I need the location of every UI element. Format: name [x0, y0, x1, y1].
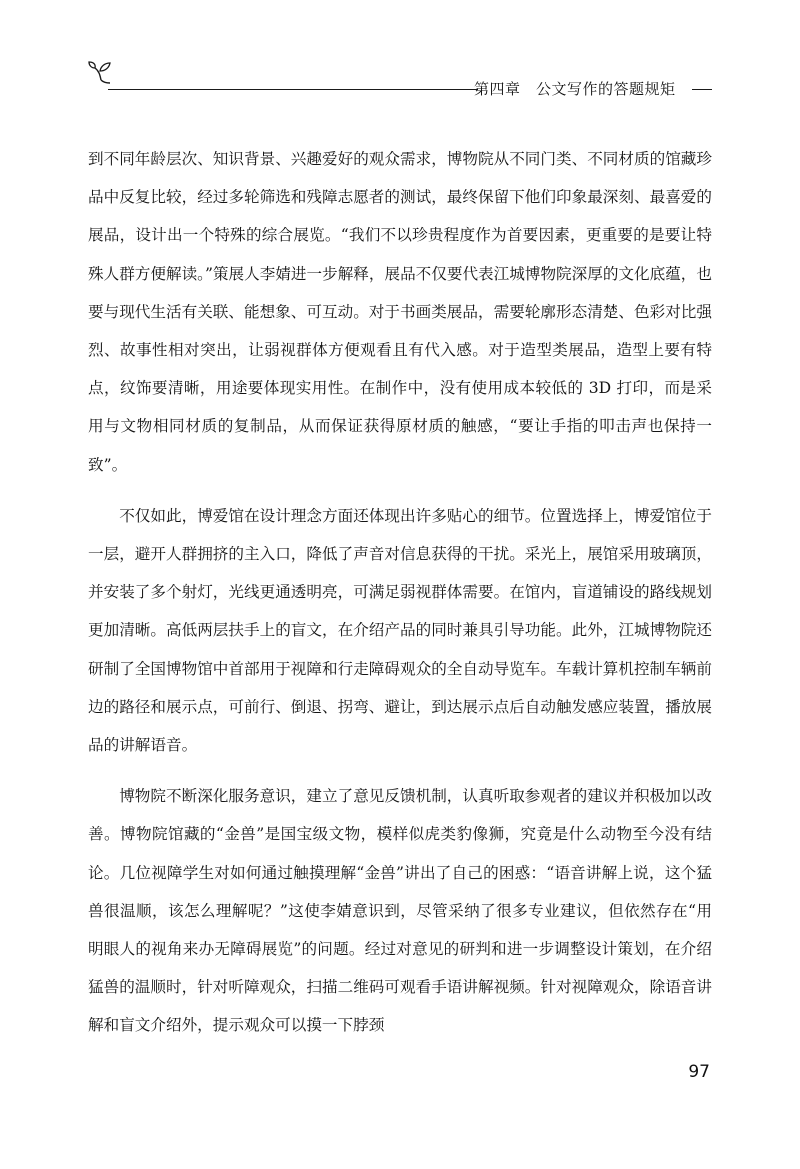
leaf-sprout-icon [88, 60, 116, 84]
header-rule-left [108, 89, 478, 90]
body-text [88, 140, 712, 1058]
paragraph-3: 博物院不断深化服务意识，建立了意见反馈机制，认真听取参观者的建议并积极加以改善。博物院馆藏的“金兽”是国宝级文物，模样似虎类豹像狮，究竟是什么动物至今没有结论。几位视障学生对如何通过触摸理解“金兽”讲出了自己的困惑：“语音讲解上说，这个猛兽很温顺，该怎么理解呢？”这使李婧意识到，尽管采纳了很多专业建议，但依然存在“用明眼人的视角来办无障碍展览”的问题。经过对意见的研判和进一步调整设计策划，在介绍猛兽的温顺时，针对听障观众，扫描二维码可观看手语讲解视频。针对视障观众，除语音讲解和盲文介绍外，提示观众可以摸一下脖颈 [88, 787, 712, 1035]
running-header [88, 58, 712, 98]
header-rule-right [692, 89, 712, 90]
page-number: 97 [688, 1062, 710, 1082]
chapter-title: 第四章 公文写作的答题规矩 [474, 80, 676, 98]
paragraph-2: 不仅如此，博爱馆在设计理念方面还体现出许多贴心的细节。位置选择上，博爱馆位于一层，避开人群拥挤的主入口，降低了声音对信息获得的干扰。采光上，展馆采用玻璃顶，并安装了多个射灯，光线更通透明亮，可满足弱视群体需要。在馆内，盲道铺设的路线规划更加清晰。高低两层扶手上的盲文，在介绍产品的同时兼具引导功能。此外，江城博物院还研制了全国博物馆中首部用于视障和行走障碍观众的全自动导览车。车载计算机控制车辆前边的路径和展示点，可前行、倒退、拐弯、避让，到达展示点后自动触发感应装置，播放展品的讲解语音。 [88, 506, 712, 755]
paragraph-1: 到不同年龄层次、知识背景、兴趣爱好的观众需求，博物院从不同门类、不同材质的馆藏珍品中反复比较，经过多轮筛选和残障志愿者的测试，最终保留下他们印象最深刻、最喜爱的展品，设计出一个特殊的综合展览。“我们不以珍贵程度作为首要因素，更重要的是要让特殊人群方便解读。”策展人李婧进一步解释，展品不仅要代表江城博物院深厚的文化底蕴，也要与现代生活有关联、能想象、可互动。对于书画类展品，需要轮廓形态清楚、色彩对比强烈、故事性相对突出，让弱视群体方便观看且有代入感。对于造型类展品，造型上要有特点，纹饰要清晰，用途要体现实用性。在制作中，没有使用成本较低的 3D 打印，而是采用与文物相同材质的复制品，从而保证获得原材质的触感，“要让手指的叩击声也保持一致”。 [88, 150, 712, 474]
